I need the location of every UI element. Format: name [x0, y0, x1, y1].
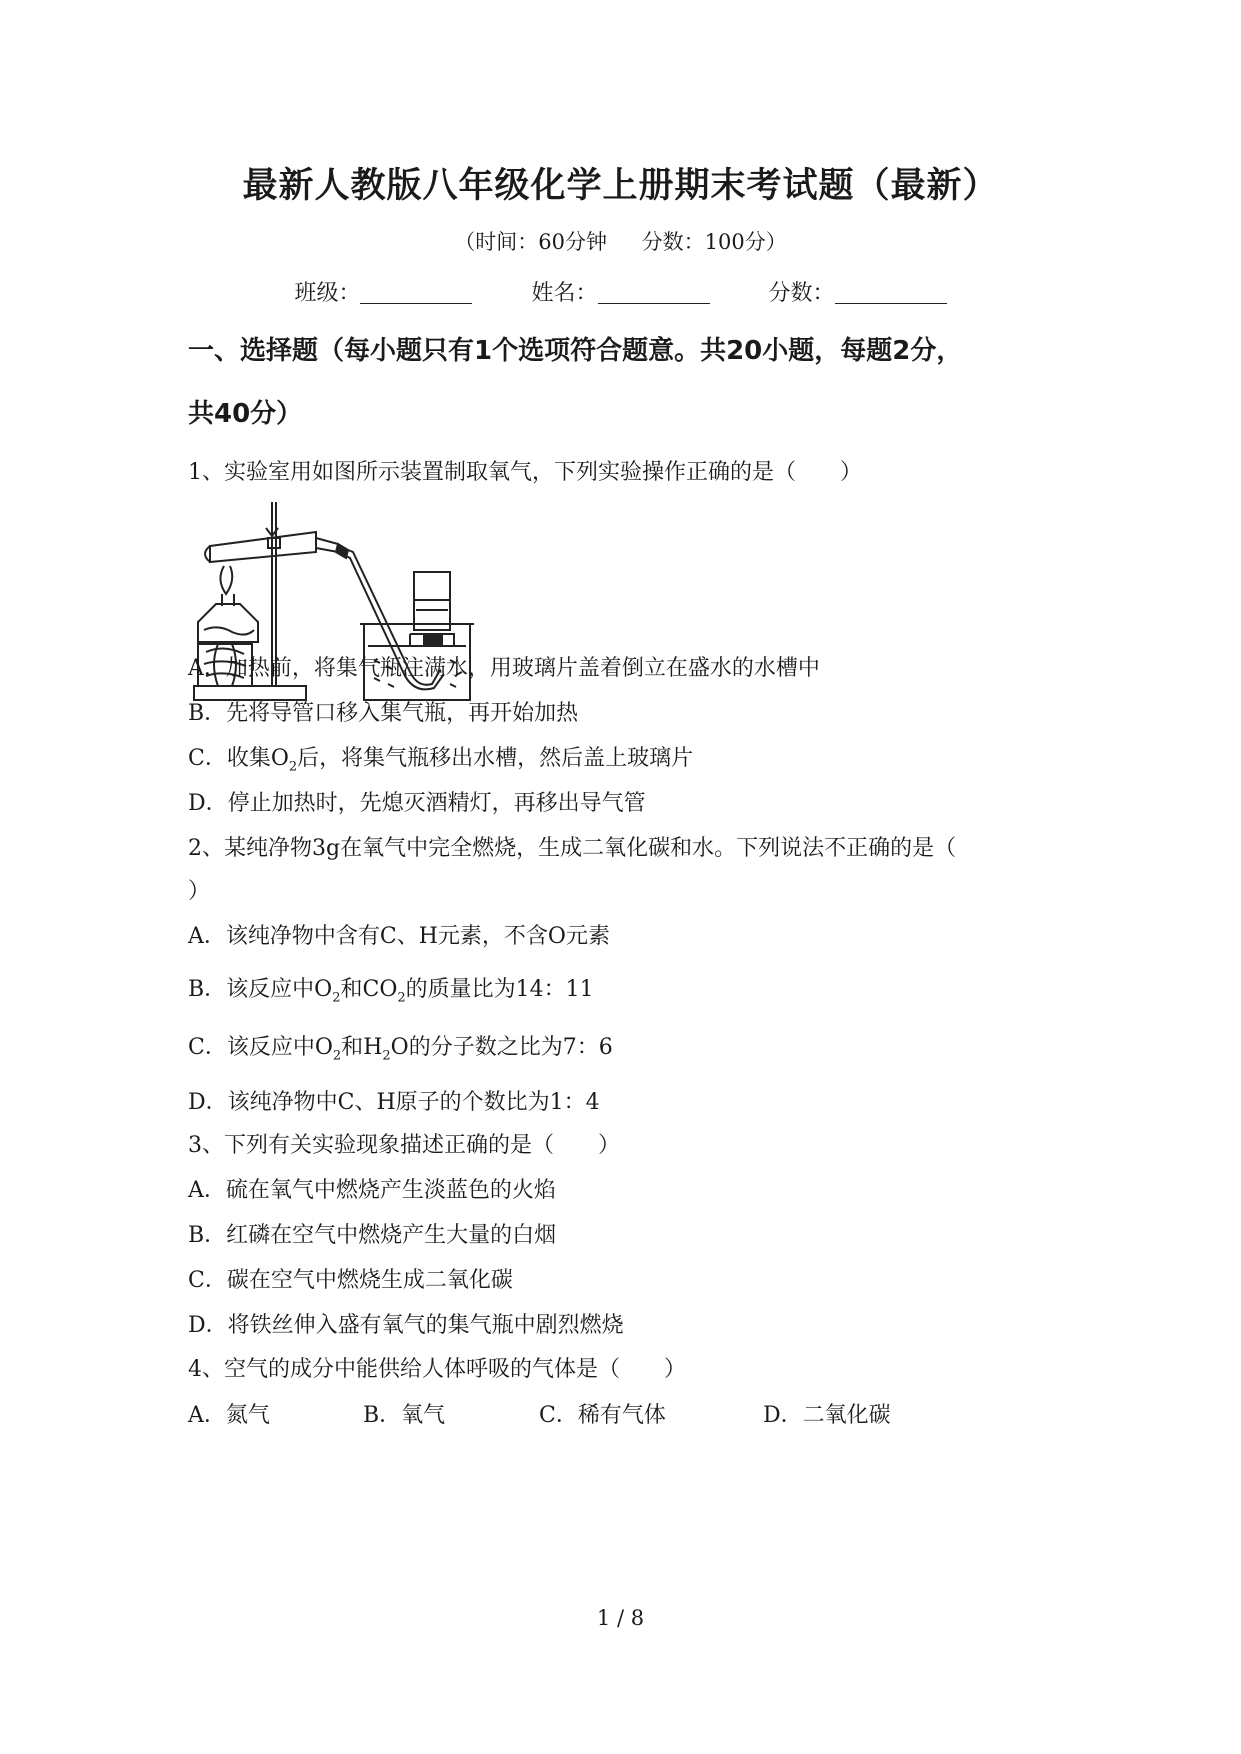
question-3-stem: 3、下列有关实验现象描述正确的是（ ）: [188, 1133, 620, 1158]
score-blank[interactable]: [835, 281, 947, 304]
page-number: 1 / 8: [596, 1606, 645, 1630]
name-field: [531, 276, 709, 307]
section-heading-line1: 一、选择题（每小题只有1个选项符合题意。共20小题，每题2分，: [188, 336, 963, 366]
class-blank[interactable]: [360, 281, 472, 304]
score-field: [769, 276, 947, 307]
question-4-stem: 4、空气的成分中能供给人体呼吸的气体是（ ）: [188, 1357, 686, 1382]
section-heading-line2: 共40分）: [188, 399, 303, 429]
q2-option-b: [188, 972, 594, 1005]
q1-c-text-rest: 后，将集气瓶移出水槽，然后盖上玻璃片: [297, 746, 694, 771]
gas-jar: [414, 572, 450, 600]
q2-option-a: A．该纯净物中含有C、H元素，不含O元素: [188, 924, 610, 949]
q2-c-text: C．该反应中: [188, 1035, 315, 1060]
formula-o2-subscript: 2: [332, 1048, 342, 1064]
q3-option-c: C．碳在空气中燃烧生成二氧化碳: [188, 1268, 513, 1293]
q4-option-a: A．氮气: [188, 1403, 270, 1428]
formula-co2-subscript: 2: [397, 990, 406, 1006]
name-label: 姓名：: [531, 281, 598, 306]
q1-c-text: C．收集O: [188, 746, 289, 771]
class-field: [294, 276, 472, 307]
formula-o2-symbol: O: [314, 977, 333, 1002]
q4-options: [188, 1398, 891, 1429]
formula-h2o-subscript: 2: [382, 1048, 391, 1064]
test-tube: [210, 532, 316, 562]
q2-option-c: [188, 1030, 613, 1063]
exam-total-score: 分数：100分）: [641, 230, 787, 254]
q1-option-c: [188, 741, 693, 774]
formula-h2o-symbol: H: [363, 1035, 383, 1060]
q3-option-b: B．红磷在空气中燃烧产生大量的白烟: [188, 1223, 557, 1248]
q2-c-and: 和: [341, 1035, 364, 1060]
q4-option-b: B．氧气: [363, 1403, 446, 1428]
exam-title: 最新人教版八年级化学上册期末考试题（最新）: [242, 166, 999, 206]
q1-option-b: B．先将导管口移入集气瓶，再开始加热: [188, 701, 579, 726]
formula-co2-symbol: CO: [362, 977, 398, 1002]
name-blank[interactable]: [598, 281, 710, 304]
alcohol-lamp: [198, 604, 258, 642]
exam-info: [0, 226, 1241, 256]
q2-c-text-rest: 的分子数之比为7：6: [408, 1035, 613, 1060]
formula-o2-symbol: O: [314, 1035, 333, 1060]
q1-c-subscript: 2: [288, 759, 298, 775]
q2-option-d: D．该纯净物中C、H原子的个数比为1：4: [188, 1090, 600, 1115]
exam-time: （时间：60分钟: [454, 230, 607, 254]
q1-option-a: A．加热前，将集气瓶注满水，用玻璃片盖着倒立在盛水的水槽中: [188, 656, 820, 681]
question-1-stem: 1、实验室用如图所示装置制取氧气，下列实验操作正确的是（ ）: [188, 460, 862, 485]
q2-b-text: B．该反应中: [188, 977, 315, 1002]
formula-h2o-oxygen: O: [390, 1035, 409, 1060]
q4-option-d: D．二氧化碳: [763, 1403, 891, 1428]
formula-o2-subscript: 2: [332, 990, 341, 1006]
q1-option-d: D．停止加热时，先熄灭酒精灯，再移出导气管: [188, 791, 646, 816]
q2-b-and: 和: [340, 977, 363, 1002]
q4-option-c: C．稀有气体: [539, 1403, 666, 1428]
q3-option-d: D．将铁丝伸入盛有氧气的集气瓶中剧烈燃烧: [188, 1313, 624, 1338]
class-label: 班级：: [294, 281, 361, 306]
score-label: 分数：: [768, 281, 835, 306]
q3-option-a: A．硫在氧气中燃烧产生淡蓝色的火焰: [188, 1178, 556, 1203]
q2-b-text-rest: 的质量比为14：11: [405, 977, 594, 1002]
question-2-stem-cont: ）: [188, 879, 211, 904]
student-info-fields: [0, 276, 1241, 307]
question-2-stem: 2、某纯净物3g在氧气中完全燃烧，生成二氧化碳和水。下列说法不正确的是（: [188, 836, 957, 861]
